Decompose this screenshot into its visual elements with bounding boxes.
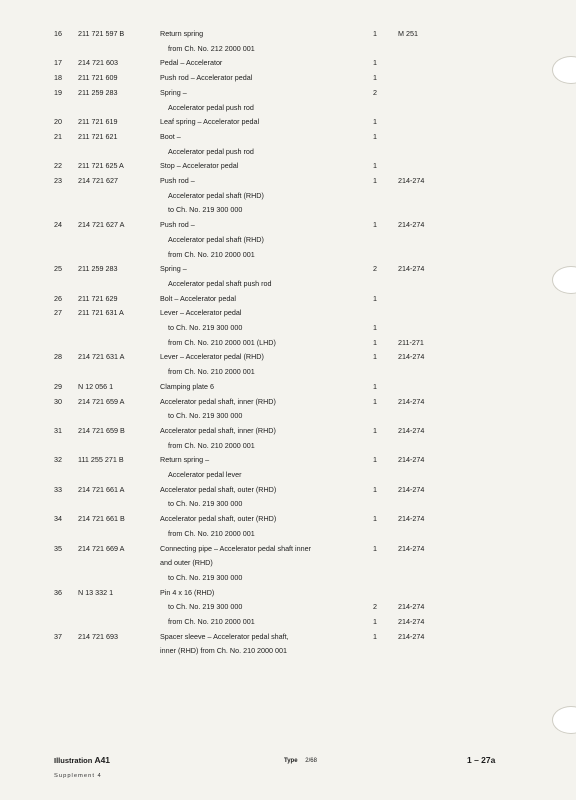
item-number: 20 xyxy=(54,117,62,127)
part-description: Accelerator pedal shaft, outer (RHD) xyxy=(160,514,277,524)
part-description: Accelerator pedal lever xyxy=(168,470,242,479)
binder-hole xyxy=(552,706,576,734)
quantity: 1 xyxy=(373,352,377,362)
part-description: from Ch. No. 210 2000 001 (LHD) xyxy=(168,337,276,347)
table-row xyxy=(0,350,576,364)
illustration-code: A41 xyxy=(94,755,111,765)
table-row xyxy=(0,336,576,350)
part-description: Clamping plate 6 xyxy=(160,381,214,391)
item-number: 26 xyxy=(54,293,62,303)
part-number: 214 721 603 xyxy=(78,58,118,68)
table-row xyxy=(0,292,576,306)
part-description: Lever – Accelerator pedal xyxy=(160,308,242,318)
item-number: 33 xyxy=(54,484,62,494)
part-description: to Ch. No. 219 300 000 xyxy=(168,499,243,509)
quantity: 1 xyxy=(373,425,377,435)
part-number: 111 255 271 B xyxy=(78,455,124,465)
remarks: 214-274 xyxy=(398,264,425,274)
table-row xyxy=(0,203,576,217)
table-row xyxy=(0,483,576,497)
quantity: 1 xyxy=(373,293,377,303)
quantity: 1 xyxy=(373,381,377,391)
table-row xyxy=(0,86,576,100)
table-row xyxy=(0,56,576,70)
part-number: 211 721 631 A xyxy=(78,308,124,318)
quantity: 1 xyxy=(373,29,377,38)
illustration-label: Illustration xyxy=(54,756,93,765)
table-row xyxy=(0,556,576,570)
quantity: 2 xyxy=(373,264,377,274)
quantity: 2 xyxy=(373,602,377,612)
part-description: Pedal – Accelerator xyxy=(160,58,223,68)
item-number: 34 xyxy=(54,514,62,524)
item-number: 23 xyxy=(54,176,62,185)
item-number: 18 xyxy=(54,73,62,83)
part-description: to Ch. No. 219 300 000 xyxy=(168,205,243,215)
part-number: 214 721 669 A xyxy=(78,543,125,553)
table-row xyxy=(0,395,576,409)
table-row xyxy=(0,159,576,173)
part-number: 211 259 283 xyxy=(78,87,118,97)
part-number: 211 721 619 xyxy=(78,117,118,127)
page-number: 1 – 27a xyxy=(467,755,496,765)
item-number: 36 xyxy=(54,587,62,597)
part-description: Accelerator pedal shaft (RHD) xyxy=(168,190,264,200)
type-label: Type xyxy=(284,758,298,764)
quantity: 1 xyxy=(373,455,377,465)
item-number: 16 xyxy=(54,29,62,38)
item-number: 30 xyxy=(54,396,62,406)
table-row xyxy=(0,453,576,467)
table-row xyxy=(0,130,576,144)
table-row xyxy=(0,174,576,188)
table-row xyxy=(0,630,576,644)
table-row xyxy=(0,27,576,41)
item-number: 24 xyxy=(54,220,62,230)
quantity: 1 xyxy=(373,58,377,68)
part-number: 211 721 609 xyxy=(78,73,118,83)
part-description: Accelerator pedal shaft, inner (RHD) xyxy=(160,425,276,435)
remarks: 214-274 xyxy=(398,455,425,465)
remarks: 214-274 xyxy=(398,543,425,553)
part-description: to Ch. No. 219 300 000 xyxy=(168,411,243,421)
part-description: Push rod – xyxy=(160,220,195,230)
part-description: Return spring – xyxy=(160,455,210,465)
part-description: Push rod – Accelerator pedal xyxy=(160,73,253,83)
item-number: 37 xyxy=(54,631,62,641)
table-row xyxy=(0,277,576,291)
item-number: 22 xyxy=(54,161,62,171)
table-row xyxy=(0,115,576,129)
item-number: 17 xyxy=(54,58,62,68)
part-description: to Ch. No. 219 300 000 xyxy=(168,602,243,612)
part-description: to Ch. No. 219 300 000 xyxy=(168,572,243,582)
table-row xyxy=(0,101,576,115)
quantity: 1 xyxy=(373,176,377,185)
part-description: Stop – Accelerator pedal xyxy=(160,161,239,171)
part-description: from Ch. No. 212 2000 001 xyxy=(168,43,255,53)
remarks: 214-274 xyxy=(398,514,425,524)
part-description: Spring – xyxy=(160,264,187,274)
part-description: Accelerator pedal shaft (RHD) xyxy=(168,234,264,244)
table-row xyxy=(0,145,576,159)
quantity: 1 xyxy=(373,631,377,641)
item-number: 32 xyxy=(54,455,62,465)
part-description: and outer (RHD) xyxy=(160,558,213,568)
remarks: 214-274 xyxy=(398,425,425,435)
part-description: Return spring xyxy=(160,29,204,38)
table-row xyxy=(0,71,576,85)
quantity: 1 xyxy=(373,484,377,494)
quantity: 1 xyxy=(373,543,377,553)
table-row xyxy=(0,615,576,629)
table-row xyxy=(0,233,576,247)
remarks: 214-274 xyxy=(398,617,425,626)
part-description: Push rod – xyxy=(160,176,195,185)
quantity: 1 xyxy=(373,117,377,127)
part-description: Connecting pipe – Accelerator pedal shaft inner xyxy=(160,543,312,553)
quantity: 2 xyxy=(373,87,377,97)
item-number: 31 xyxy=(54,425,62,435)
part-description: Spring – xyxy=(160,87,187,97)
part-description: Leaf spring – Accelerator pedal xyxy=(160,117,260,127)
table-row xyxy=(0,321,576,335)
part-number: 211 721 629 xyxy=(78,293,118,303)
part-description: Accelerator pedal shaft, inner (RHD) xyxy=(160,396,276,406)
remarks: M 251 xyxy=(398,29,418,38)
item-number: 27 xyxy=(54,308,62,318)
table-row xyxy=(0,439,576,453)
part-description: Boot – xyxy=(160,131,181,141)
part-number: 211 721 597 B xyxy=(78,29,125,38)
table-row xyxy=(0,571,576,585)
table-row xyxy=(0,586,576,600)
item-number: 19 xyxy=(54,87,62,97)
remarks: 214-274 xyxy=(398,352,425,362)
part-description: Accelerator pedal push rod xyxy=(168,146,254,156)
part-number: 214 721 661 A xyxy=(78,484,125,494)
part-number: 214 721 659 A xyxy=(78,396,125,406)
part-description: Lever – Accelerator pedal (RHD) xyxy=(160,352,264,362)
part-description: inner (RHD) from Ch. No. 210 2000 001 xyxy=(160,646,288,656)
type-reference xyxy=(284,758,317,764)
part-number: 214 721 661 B xyxy=(78,514,125,524)
table-row xyxy=(0,380,576,394)
item-number: 35 xyxy=(54,543,62,553)
quantity: 1 xyxy=(373,617,377,626)
item-number: 28 xyxy=(54,352,62,362)
part-description: Accelerator pedal shaft push rod xyxy=(168,278,272,288)
part-description: from Ch. No. 210 2000 001 xyxy=(168,528,255,538)
table-row xyxy=(0,424,576,438)
part-number: N 12 056 1 xyxy=(78,381,114,391)
item-number: 25 xyxy=(54,264,62,274)
type-value: 2/68 xyxy=(305,758,317,764)
remarks: 214-274 xyxy=(398,484,425,494)
quantity: 1 xyxy=(373,396,377,406)
item-number: 29 xyxy=(54,381,62,391)
part-description: Accelerator pedal shaft, outer (RHD) xyxy=(160,484,277,494)
quantity: 1 xyxy=(373,161,377,171)
part-description: from Ch. No. 210 2000 001 xyxy=(168,367,255,377)
table-row xyxy=(0,527,576,541)
table-row xyxy=(0,42,576,56)
table-row xyxy=(0,248,576,262)
table-row xyxy=(0,262,576,276)
remarks: 214-274 xyxy=(398,631,425,641)
table-row xyxy=(0,542,576,556)
table-row xyxy=(0,365,576,379)
part-description: Accelerator pedal push rod xyxy=(168,102,254,112)
remarks: 214-274 xyxy=(398,176,425,185)
part-number: 211 721 625 A xyxy=(78,161,124,171)
part-number: 214 721 627 A xyxy=(78,220,125,230)
illustration-reference xyxy=(54,755,110,765)
table-row xyxy=(0,189,576,203)
part-description: from Ch. No. 210 2000 001 xyxy=(168,440,255,450)
part-number: 211 721 621 xyxy=(78,131,118,141)
part-description: Spacer sleeve – Accelerator pedal shaft, xyxy=(160,631,289,641)
part-number: 214 721 627 xyxy=(78,176,118,185)
remarks: 211-271 xyxy=(398,337,424,347)
table-row xyxy=(0,218,576,232)
table-row xyxy=(0,468,576,482)
quantity: 1 xyxy=(373,337,377,347)
quantity: 1 xyxy=(373,220,377,230)
table-row xyxy=(0,497,576,511)
part-description: to Ch. No. 219 300 000 xyxy=(168,323,243,332)
part-number: N 13 332 1 xyxy=(78,587,114,597)
part-number: 214 721 693 xyxy=(78,631,118,641)
quantity: 1 xyxy=(373,73,377,83)
remarks: 214-274 xyxy=(398,396,425,406)
item-number: 21 xyxy=(54,131,62,141)
table-row xyxy=(0,644,576,658)
table-row xyxy=(0,600,576,614)
remarks: 214-274 xyxy=(398,602,425,612)
remarks: 214-274 xyxy=(398,220,425,230)
part-description: from Ch. No. 210 2000 001 xyxy=(168,249,255,259)
part-number: 211 259 283 xyxy=(78,264,118,274)
table-row xyxy=(0,306,576,320)
part-number: 214 721 631 A xyxy=(78,352,125,362)
quantity: 1 xyxy=(373,323,377,332)
quantity: 1 xyxy=(373,131,377,141)
part-description: Pin 4 x 16 (RHD) xyxy=(160,587,215,597)
part-description: from Ch. No. 210 2000 001 xyxy=(168,617,255,626)
table-row xyxy=(0,409,576,423)
part-description: Bolt – Accelerator pedal xyxy=(160,293,236,303)
supplement-label: Supplement 4 xyxy=(54,773,102,779)
part-number: 214 721 659 B xyxy=(78,425,125,435)
quantity: 1 xyxy=(373,514,377,524)
table-row xyxy=(0,512,576,526)
